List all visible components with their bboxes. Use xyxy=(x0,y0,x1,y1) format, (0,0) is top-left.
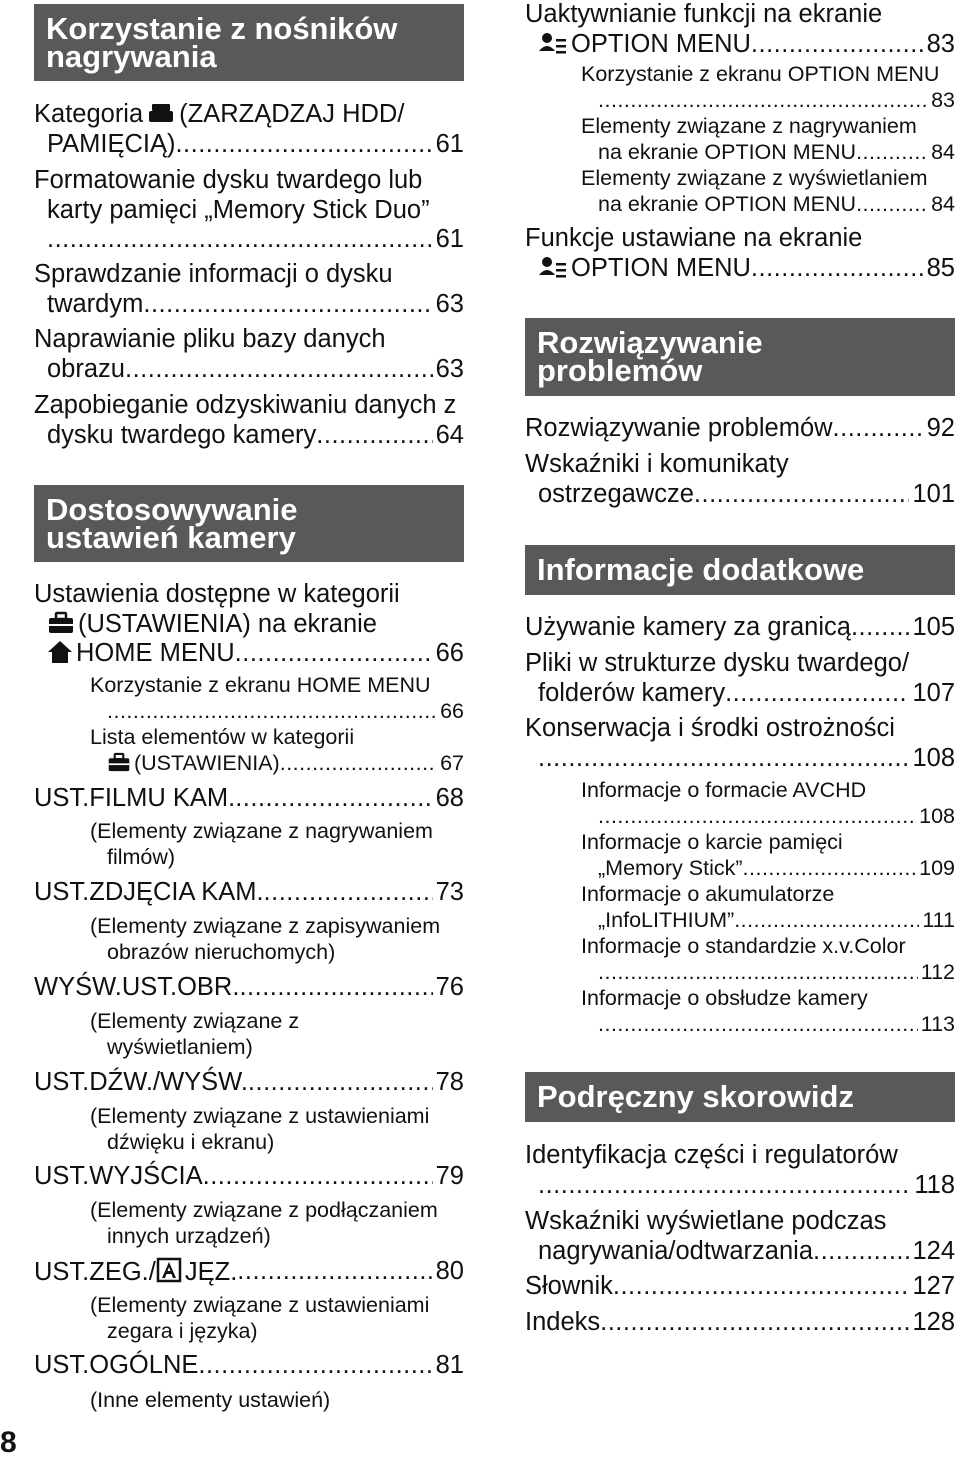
toc-entry-movie-settings[interactable]: UST.FILMU KAM. ..... 68 xyxy=(34,784,464,814)
toc-entry-maintenance[interactable]: Konserwacja i środki ostrożności ..... 108 xyxy=(525,714,955,773)
section-heading-settings: Dostosowywanie ustawień kamery xyxy=(34,485,464,562)
toc-subentry-option-menu-use[interactable]: Korzystanie z ekranu OPTION MENU ..... 83 xyxy=(525,61,955,113)
toc-note-general-settings: (Inne elementy ustawień) xyxy=(90,1388,331,1412)
toc-entry-parts[interactable]: Identyfikacja części i regulatorów ..... 118 xyxy=(525,1141,955,1200)
toc-entry-prevent-recovery[interactable]: Zapobieganie odzyskiwaniu danych z dysku twardego kamery ..... 64 xyxy=(34,391,464,450)
toc-entry-general-settings[interactable]: UST.OGÓLNE ..... 81 xyxy=(34,1351,464,1381)
toc-note-sound-settings: (Elementy związane z ustawieniami dźwięku i ekranu) xyxy=(90,1104,430,1154)
toc-entry-file-structure[interactable]: Pliki w strukturze dysku twardego/ folderów kamery ..... 107 xyxy=(525,649,955,708)
toc-entry-indicators[interactable]: Wskaźniki wyświetlane podczas nagrywania/odtwarzania ..... 124 xyxy=(525,1207,955,1266)
toc-subentry-option-viewing[interactable]: Elementy związane z wyświetlaniem na ekranie OPTION MENU ..... 84 xyxy=(525,165,955,217)
toc-note-output-settings: (Elementy związane z podłączaniem innych urządzeń) xyxy=(90,1198,438,1248)
toc-entry-glossary[interactable]: Słownik ..... 127 xyxy=(525,1272,955,1302)
option-menu-icon xyxy=(538,31,568,55)
toc-entry-view-settings[interactable]: WYŚW.UST.OBR. ..... 76 xyxy=(34,973,464,1003)
toc-note-clock-language: (Elementy związane z ustawieniami zegara i języka) xyxy=(90,1293,430,1343)
toc-entry-sound-settings[interactable]: UST.DŹW./WYŚW. ..... 78 xyxy=(34,1068,464,1098)
toc-subentry-memory-stick[interactable]: Informacje o karcie pamięci „Memory Stick” ..... 109 xyxy=(525,829,955,881)
toc-entry-option-menu[interactable]: Uaktywnianie funkcji na ekranie OPTION MENU ..... 83 xyxy=(525,0,955,59)
toc-subentry-battery[interactable]: Informacje o akumulatorze „InfoLITHIUM” ..... 111 xyxy=(525,881,955,933)
toc-entry-settings-category[interactable]: Ustawienia dostępne w kategorii (USTAWIENIA) na ekranie HOME MENU ..... 66 xyxy=(34,580,464,669)
toolbox-icon xyxy=(107,752,131,773)
toc-entry-warnings[interactable]: Wskaźniki i komunikaty ostrzegawcze ..... 101 xyxy=(525,450,955,509)
toc-entry-photo-settings[interactable]: UST.ZDJĘCIA KAM. ..... 73 xyxy=(34,878,464,908)
toc-entry-troubleshooting[interactable]: Rozwiązywanie problemów ..... 92 xyxy=(525,414,955,444)
section-heading-troubleshooting: Rozwiązywanie problemów xyxy=(525,318,955,396)
toc-subentry-handling[interactable]: Informacje o obsłudze kamery ..... 113 xyxy=(525,985,955,1037)
home-icon xyxy=(47,640,73,664)
toc-note-movie-settings: (Elementy związane z nagrywaniem filmów) xyxy=(90,819,433,869)
toc-entry-option-functions[interactable]: Funkcje ustawiane na ekranie OPTION MENU ..... 85 xyxy=(525,224,955,283)
toc-subentry-option-recording[interactable]: Elementy związane z nagrywaniem na ekranie OPTION MENU ..... 84 xyxy=(525,113,955,165)
section-heading-additional-info: Informacje dodatkowe xyxy=(525,545,955,595)
toc-entry-abroad[interactable]: Używanie kamery za granicą ..... 105 xyxy=(525,613,955,643)
section-heading-media: Korzystanie z nośników nagrywania xyxy=(34,4,464,81)
toc-entry-index[interactable]: Indeks ..... 128 xyxy=(525,1308,955,1338)
toc-note-view-settings: (Elementy związane z wyświetlaniem) xyxy=(90,1009,300,1059)
toc-entry-manage-hdd[interactable]: Kategoria (ZARZĄDZAJ HDD/ PAMIĘCIĄ) ..... 61 xyxy=(34,100,464,159)
toolbox-icon xyxy=(47,611,75,635)
toc-entry-clock-language[interactable]: UST.ZEG./ JĘZ. ..... 80 xyxy=(34,1257,464,1288)
toc-subentry-settings-list[interactable]: Lista elementów w kategorii (USTAWIENIA) ..... 67 xyxy=(34,724,464,776)
toc-subentry-home-menu[interactable]: Korzystanie z ekranu HOME MENU ..... 66 xyxy=(34,672,464,724)
toc-subentry-avchd[interactable]: Informacje o formacie AVCHD ..... 108 xyxy=(525,777,955,829)
language-icon xyxy=(156,1257,182,1283)
option-menu-icon xyxy=(538,255,568,279)
toc-entry-output-settings[interactable]: UST.WYJŚCIA ..... 79 xyxy=(34,1162,464,1192)
toc-subentry-xvcolor[interactable]: Informacje o standardzie x.v.Color ..... 112 xyxy=(525,933,955,985)
toc-entry-format[interactable]: Formatowanie dysku twardego lub karty pamięci „Memory Stick Duo” ..... 61 xyxy=(34,166,464,255)
page-number: 8 xyxy=(0,1426,17,1459)
toc-note-photo-settings: (Elementy związane z zapisywaniem obrazów nieruchomych) xyxy=(90,914,441,964)
toc-entry-hdd-info[interactable]: Sprawdzanie informacji o dysku twardym ..... 63 xyxy=(34,260,464,319)
section-heading-quick-reference: Podręczny skorowidz xyxy=(525,1072,955,1122)
manage-hdd-icon xyxy=(146,101,176,125)
toc-entry-repair-db[interactable]: Naprawianie pliku bazy danych obrazu ..... 63 xyxy=(34,325,464,384)
